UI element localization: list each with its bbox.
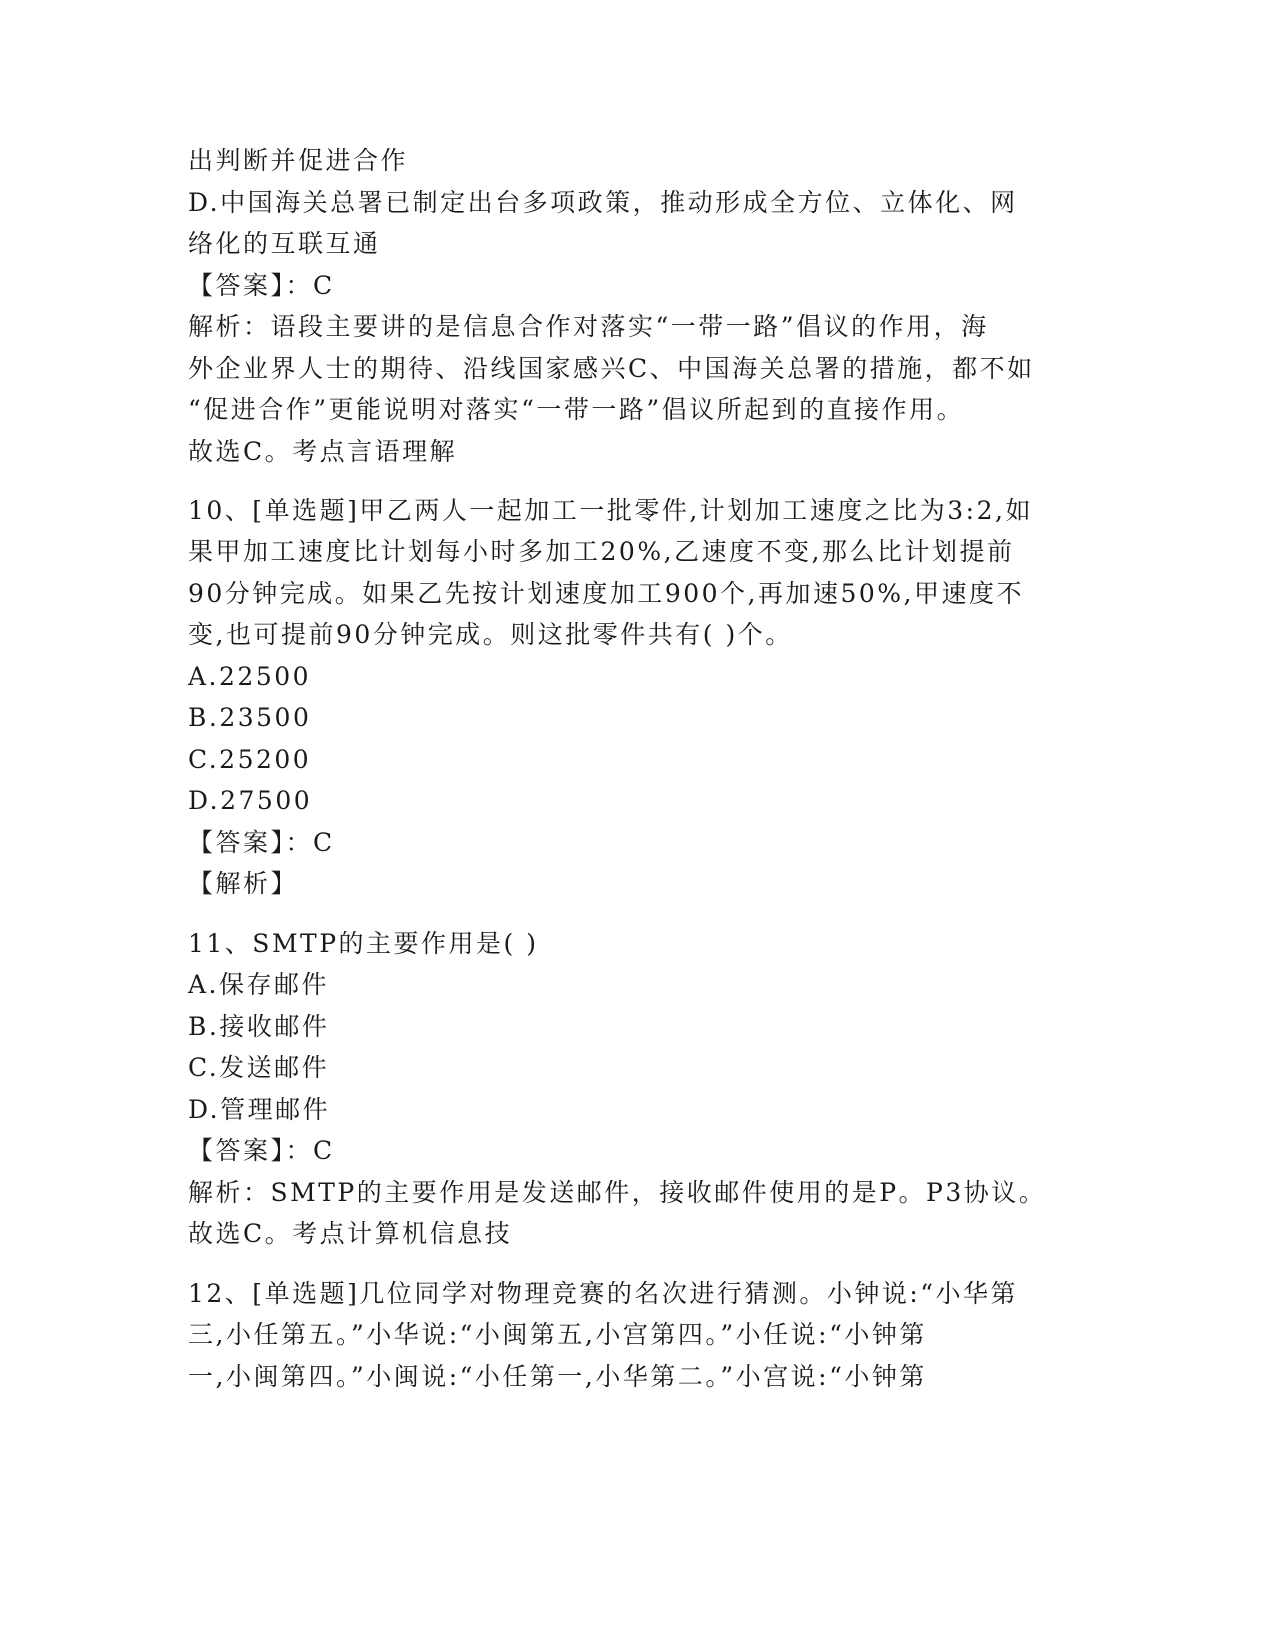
question-stem: 10、[单选题]甲乙两人一起加工一批零件,计划加工速度之比为3:2,如 xyxy=(188,496,1033,525)
option-a: A.保存邮件 xyxy=(188,970,330,999)
option-b: B.接收邮件 xyxy=(188,1012,330,1041)
question-stem: 90分钟完成。如果乙先按计划速度加工900个,再加速50%,甲速度不 xyxy=(188,579,1024,608)
answer-line: 【答案】：C xyxy=(188,1136,335,1165)
analysis-text: 故选C。考点言语理解 xyxy=(188,437,458,466)
answer-line: 【答案】：C xyxy=(188,828,335,857)
analysis-heading: 【解析】 xyxy=(188,869,299,898)
analysis-text: 解析：SMTP的主要作用是发送邮件，接收邮件使用的是P。P3协议。 xyxy=(188,1178,1047,1207)
option-d: D.管理邮件 xyxy=(188,1095,331,1124)
question-stem: 12、[单选题]几位同学对物理竞赛的名次进行猜测。小钟说:“小华第 xyxy=(188,1279,1019,1308)
question-stem: 三,小任第五。”小华说:“小闽第五,小宫第四。”小任说:“小钟第 xyxy=(188,1320,927,1349)
question-stem: 果甲加工速度比计划每小时多加工20%,乙速度不变,那么比计划提前 xyxy=(188,537,1015,566)
option-c: C.发送邮件 xyxy=(188,1053,330,1082)
question-option-text: 络化的互联互通 xyxy=(188,229,381,258)
question-option-d: D.中国海关总署已制定出台多项政策，推动形成全方位、立体化、网 xyxy=(188,188,1018,217)
question-stem: 一,小闽第四。”小闽说:“小任第一,小华第二。”小宫说:“小钟第 xyxy=(188,1362,927,1391)
option-a: A.22500 xyxy=(188,662,312,691)
option-c: C.25200 xyxy=(188,745,312,774)
analysis-text: 解析：语段主要讲的是信息合作对落实“一带一路”倡议的作用，海 xyxy=(188,312,989,341)
option-b: B.23500 xyxy=(188,703,312,732)
analysis-text: 外企业界人士的期待、沿线国家感兴C、中国海关总署的措施，都不如 xyxy=(188,354,1035,383)
question-option-text: 出判断并促进合作 xyxy=(188,146,409,175)
question-stem: 11、SMTP的主要作用是( ) xyxy=(188,929,539,958)
answer-line: 【答案】：C xyxy=(188,271,335,300)
analysis-text: “促进合作”更能说明对落实“一带一路”倡议所起到的直接作用。 xyxy=(188,395,965,424)
question-stem: 变,也可提前90分钟完成。则这批零件共有( )个。 xyxy=(188,620,793,649)
analysis-text: 故选C。考点计算机信息技 xyxy=(188,1219,513,1248)
option-d: D.27500 xyxy=(188,786,313,815)
